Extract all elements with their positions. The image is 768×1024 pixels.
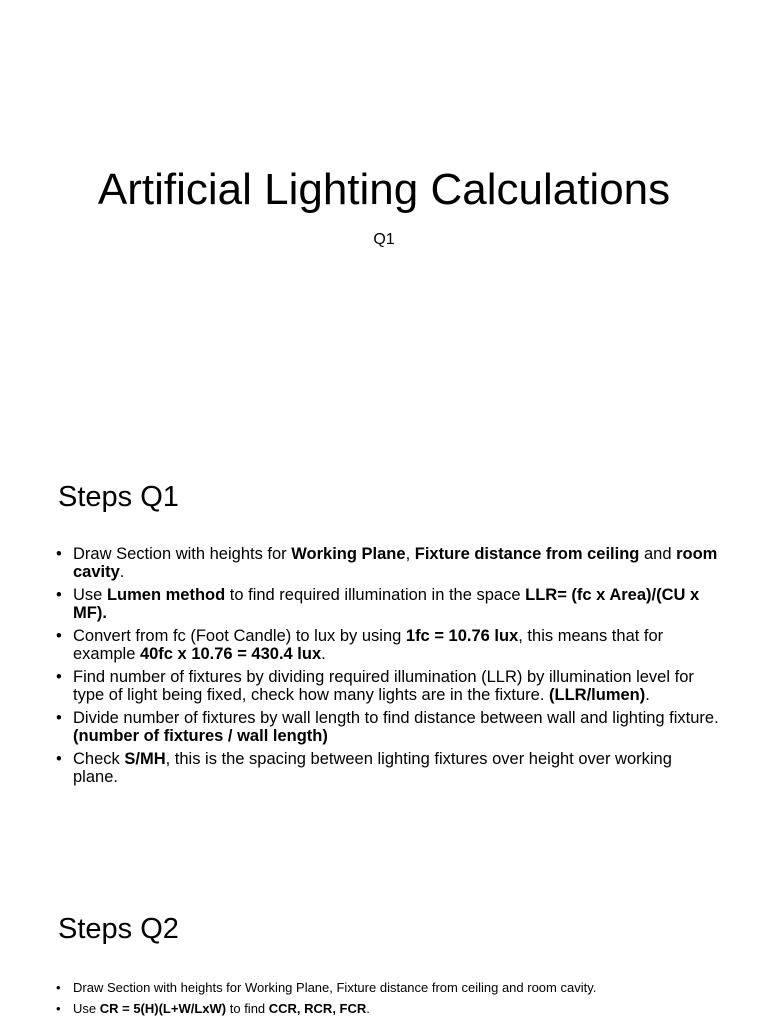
item-text: Divide number of fixtures by wall length to find distance between wall and lighting fixture. (73, 709, 719, 727)
item-text: , this means that for example (73, 627, 664, 663)
slide-subtitle: Q1 (373, 231, 395, 248)
bullet-icon: • (56, 709, 62, 727)
item-text: . (645, 685, 650, 704)
bullet-icon: • (56, 586, 62, 604)
item-bold-text: Fixture distance from ceiling (414, 545, 640, 563)
list-item (56, 669, 720, 704)
list-item (56, 710, 720, 745)
item-text: Draw Section with heights for Working Plane, Fixture distance from ceiling and room cavity. (73, 980, 597, 995)
item-bold-text: CCR, RCR, FCR (268, 1001, 367, 1016)
item-text: Find number of fixtures by dividing required illumination (LLR) by illumination level for type of light being fixed, check how many lights are in the fixture. (73, 668, 694, 704)
bullet-icon: • (56, 1001, 61, 1016)
list-item (56, 546, 720, 581)
item-bold-text: Working Plane (291, 545, 406, 563)
steps-q2-heading: Steps Q2 (58, 913, 179, 945)
item-bold-text: (number of fixtures / wall length) (73, 726, 328, 745)
item-bold-text: 40fc x 10.76 = 430.4 lux (139, 644, 322, 663)
title-slide (0, 0, 768, 434)
list-item (56, 980, 720, 996)
item-bold-text: S/MH (124, 750, 166, 768)
item-text: . (321, 644, 326, 663)
bullet-icon: • (56, 668, 62, 686)
list-item (56, 751, 720, 786)
bullet-icon: • (56, 545, 62, 563)
item-text: Use (73, 1001, 100, 1016)
item-bold-text: CR = 5(H)(L+W/LxW) (99, 1001, 227, 1016)
list-item (56, 1001, 720, 1017)
item-text: Use (73, 586, 107, 604)
item-text: and (639, 545, 677, 563)
item-text: to find (226, 1001, 269, 1016)
list-item (56, 587, 720, 622)
bullet-icon: • (56, 750, 62, 768)
item-bold-text: Lumen method (106, 586, 226, 604)
item-text: Draw Section with heights for (73, 545, 292, 563)
slide-title: Artificial Lighting Calculations (97, 165, 671, 214)
item-bold-text: room cavity (73, 545, 718, 581)
item-text: , this is the spacing between lighting fixtures over height over working plane. (73, 750, 672, 786)
item-bold-text: 1fc = 10.76 lux (405, 627, 519, 645)
steps-q2-list (56, 980, 720, 1022)
item-text: . (366, 1001, 370, 1016)
item-text: , (405, 545, 415, 563)
item-text: . (119, 562, 125, 581)
item-bold-text: LLR= (fc x Area)/(CU x MF). (73, 586, 700, 622)
bullet-icon: • (56, 627, 62, 645)
item-text: Check (73, 750, 125, 768)
item-text: to find required illumination in the space (225, 586, 526, 604)
bullet-icon: • (56, 980, 61, 995)
item-bold-text: (LLR/lumen) (549, 685, 646, 704)
list-item (56, 628, 720, 663)
steps-q1-heading: Steps Q1 (58, 481, 179, 513)
steps-slide (0, 434, 768, 1024)
item-text: Convert from fc (Foot Candle) to lux by using (73, 627, 406, 645)
steps-q1-list (56, 546, 720, 792)
